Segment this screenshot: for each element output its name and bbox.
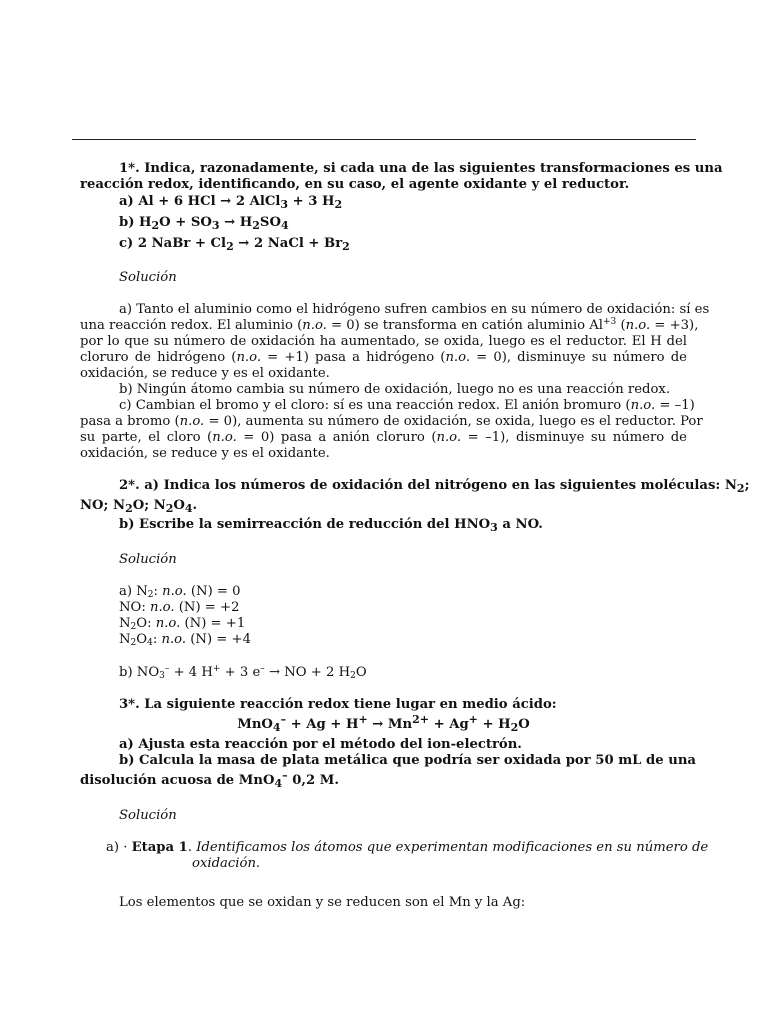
q1-reaction-b: b) $H_2O + SO_3 \to H_2SO_4$: [119, 215, 289, 232]
solution-heading-1: Solución: [119, 270, 177, 285]
sol3-step1-line2: oxidación.: [192, 856, 261, 871]
sol1-c-line3: su parte, el cloro (n.o. = 0) pasa a anión cloruro (n.o. = –1), disminuye su número de: [80, 430, 687, 445]
sol1-c-line4: oxidación, se reduce y es el oxidante.: [80, 446, 330, 461]
header-rule: [72, 139, 696, 140]
sol1-a-line4: cloruro de hidrógeno (n.o. = +1) pasa a hidrógeno (n.o. = 0), disminuye su número de: [80, 350, 687, 365]
sol3-last-line: Los elementos que se oxidan y se reducen son el Mn y la Ag:: [119, 895, 526, 910]
q2-statement-line2: NO; $N_2O$; $N_2O_4$.: [80, 498, 198, 515]
q3-part-a: a) Ajusta esta reacción por el método del ion-electrón.: [119, 737, 522, 752]
q1-statement-line2: reacción redox, identificando, en su caso, el agente oxidante y el reductor.: [80, 177, 630, 192]
q3-part-b-line1: b) Calcula la masa de plata metálica que podría ser oxidada por 50 mL de una: [119, 753, 696, 768]
sol3-step1-line1: a) · Etapa 1. Identificamos los átomos que experimentan modificaciones en su número de: [106, 840, 709, 855]
q1-reaction-a: a) Al + 6 HCl → 2 AlCl$_3$ + 3 $H_2$: [119, 194, 343, 211]
sol2-row-n2o4: $N_2O_4$: n.o. (N) = +4: [119, 632, 251, 648]
sol2-row-no: NO: n.o. (N) = +2: [119, 600, 240, 615]
sol1-a-line2: una reacción redox. El aluminio (n.o. = 0) se transforma en catión aluminio $Al^{+3}$ (n.o. = +3),: [80, 317, 699, 333]
q3-part-b-line2: disolución acuosa de MnO$_4$– 0,2 M.: [80, 769, 339, 790]
sol1-a-line3: por lo que su número de oxidación ha aumentado, se oxida, luego es el reductor. El H del: [80, 334, 687, 349]
sol1-a-line5: oxidación, se reduce y es el oxidante.: [80, 366, 330, 381]
q1-statement-line1: 1*. Indica, razonadamente, si cada una de las siguientes transformaciones es una: [119, 161, 723, 176]
sol1-b-line1: b) Ningún átomo cambia su número de oxidación, luego no es una reacción redox.: [119, 382, 671, 397]
sol1-c-line1: c) Cambian el bromo y el cloro: sí es una reacción redox. El anión bromuro (n.o. = –1): [119, 398, 695, 413]
q1-reaction-c: c) 2 NaBr + $Cl_2 \to 2$ NaCl + $Br_2$: [119, 236, 350, 253]
q3-statement-line1: 3*. La siguiente reacción redox tiene lugar en medio ácido:: [119, 697, 557, 712]
solution-heading-3: Solución: [119, 808, 177, 823]
q2-statement-line1: 2*. a) Indica los números de oxidación del nitrógeno en las siguientes moléculas: $N_2$;: [119, 478, 750, 495]
sol2-row-n2: a) $N_2$: n.o. (N) = 0: [119, 584, 241, 600]
sol2-row-n2o: $N_2O$: n.o. (N) = +1: [119, 616, 246, 632]
sol1-a-line1: a) Tanto el aluminio como el hidrógeno sufren cambios en su número de oxidación: sí es: [119, 302, 710, 317]
q3-equation: $MnO_4^- + Ag + H^+ \to Mn^{2+} + Ag^+ + H_2O$: [237, 713, 530, 734]
sol1-c-line2: pasa a bromo (n.o. = 0), aumenta su número de oxidación, se oxida, luego es el reductor. Por: [80, 414, 703, 429]
sol2-half-reaction: b) $NO_3^- + 4$ H+ + 3 e– → NO + 2 $H_2O$: [119, 664, 367, 681]
solution-heading-2: Solución: [119, 552, 177, 567]
q2-statement-line3: b) Escribe la semirreacción de reducción del $HNO_3$ a NO.: [119, 517, 543, 534]
